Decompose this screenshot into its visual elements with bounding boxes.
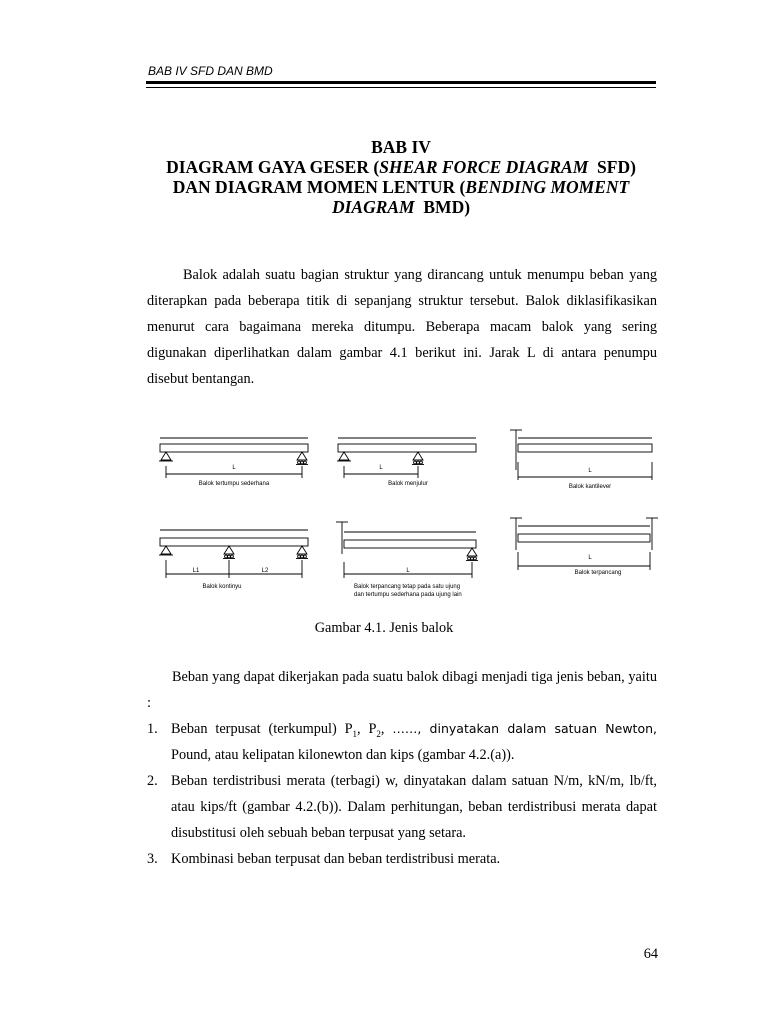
list-item: 3. Kombinasi beban terpusat dan beban terdistribusi merata. — [147, 851, 501, 867]
fixed-beam-diagram — [510, 518, 658, 570]
chapter-title — [146, 137, 656, 217]
title-line-1: BAB IV — [371, 137, 431, 157]
load-types-list — [147, 716, 657, 872]
running-header: BAB IV SFD DAN BMD — [148, 64, 273, 78]
label-propped-beam-1: Balok terpancang tetap pada satu ujung — [354, 584, 461, 590]
label-propped-beam-2: dan tertumpu sederhana pada ujung lain — [354, 592, 462, 598]
span-label-l1: L1 — [192, 568, 200, 574]
continuous-beam-diagram — [159, 530, 308, 578]
label-continuous-beam: Balok kontinyu — [202, 584, 242, 590]
figure-caption: Gambar 4.1. Jenis balok — [314, 620, 454, 636]
label-fixed-beam: Balok terpancang — [574, 570, 622, 576]
list-item: 2. Beban terdistribusi merata (terbagi) w, dinyatakan dalam satuan N/m, kN/m, lb/ft, atau kips/ft (gambar 4.2.(b)). Dalam perhitungan, beban terdistribusi merata dapat disubstitusi oleh sebuah beban terpusat yang setara. — [147, 773, 657, 841]
label-cantilever-beam: Balok kantilever — [568, 484, 612, 490]
figure-beam-types — [150, 422, 670, 615]
cantilever-beam-diagram — [510, 430, 652, 480]
overhanging-beam-diagram — [337, 438, 476, 478]
span-label: L — [588, 555, 592, 561]
beam-types-illustration — [150, 422, 670, 610]
span-label: L — [232, 465, 236, 471]
label-overhanging-beam: Balok menjulur — [388, 481, 428, 487]
title-line-4: DIAGRAM BMD) — [331, 197, 471, 217]
span-label: L — [588, 468, 592, 474]
span-label: L — [406, 568, 410, 574]
intro-paragraph: Balok adalah suatu bagian struktur yang dirancang untuk menumpu beban yang diterapkan pada beberapa titik di sepanjang struktur tersebut. Balok diklasifikasikan menurut cara bagaimana mereka ditumpu. Beberapa macam balok yang sering digunakan diperlihatkan dalam gambar 4.1 berikut ini. Jarak L di antara penumpu disebut bentangan. — [147, 267, 657, 387]
span-label: L — [379, 465, 383, 471]
label-simple-beam: Balok tertumpu sederhana — [198, 481, 270, 487]
list-item: 1. Beban terpusat (terkumpul) $P_1$, $P_2$, ……, dinyatakan dalam satuan Newton, Pound, atau kelipatan kilonewton dan kips (gambar 4.2.(a)). — [147, 721, 658, 763]
title-line-2: DIAGRAM GAYA GESER (SHEAR FORCE DIAGRAM SFD) — [166, 157, 636, 177]
page-number: 64 — [643, 946, 658, 962]
loads-paragraph: Beban yang dapat dikerjakan pada suatu balok dibagi menjadi tiga jenis beban, yaitu : — [147, 669, 657, 711]
header-rule-thick — [146, 81, 656, 84]
span-label-l2: L2 — [261, 568, 269, 574]
title-line-3: DAN DIAGRAM MOMEN LENTUR (BENDING MOMENT — [172, 177, 630, 197]
header-rule-thin — [146, 87, 656, 88]
simple-beam-diagram — [159, 438, 308, 478]
